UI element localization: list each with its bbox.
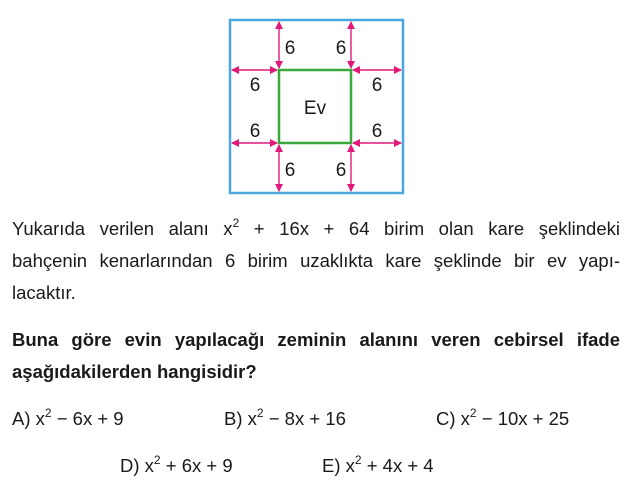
garden-house-figure [0, 0, 632, 210]
choice-b[interactable]: B) $x^2 - 8x + 16$ [224, 406, 346, 429]
prompt-line-2: aşağıdakilerden hangisidir? [12, 361, 257, 382]
choice-c[interactable]: C) $x^2 - 10x + 25$ [436, 406, 570, 429]
distance-label-bottom-right: 6 [335, 160, 347, 181]
distance-label-bottom-left: 6 [284, 160, 296, 181]
question-line-1: Yukarıda verilen alanı $x^2 + 16x + 64$ birim olan kare şeklindeki [12, 216, 620, 239]
prompt-line-1: Buna göre evin yapılacağı zeminin alanını veren cebirsel ifade [12, 329, 620, 350]
choice-e[interactable]: E) $x^2 + 4x + 4$ [322, 453, 434, 476]
question-line-2: bahçenin kenarlarından 6 birim uzaklıkta kare şeklinde bir ev yapı- [12, 250, 620, 271]
question-text [12, 213, 620, 309]
question-prompt [12, 324, 620, 388]
distance-label-top-right: 6 [335, 38, 347, 59]
house-label: Ev [303, 98, 327, 119]
distance-label-top-left: 6 [284, 38, 296, 59]
choice-a[interactable]: A) $x^2 - 6x + 9$ [12, 406, 124, 429]
question-line-3: lacaktır. [12, 282, 76, 303]
choice-d[interactable]: D) $x^2 + 6x + 9$ [120, 453, 233, 476]
distance-label-right-bottom: 6 [371, 121, 383, 142]
distance-label-right-top: 6 [371, 75, 383, 96]
distance-label-left-bottom: 6 [249, 121, 261, 142]
distance-label-left-top: 6 [249, 75, 261, 96]
